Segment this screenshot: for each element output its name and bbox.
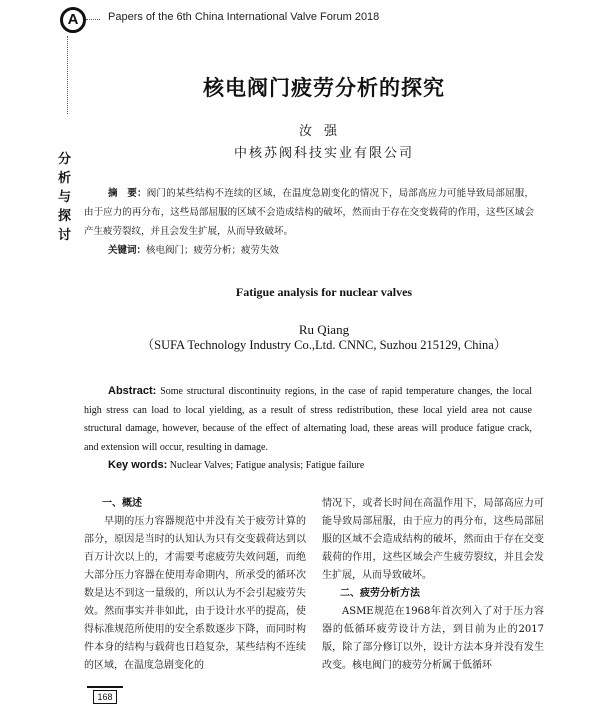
body-column-right xyxy=(322,495,544,675)
body-paragraph: ASME规范在1968年首次列入了对于压力容器的低循环疲劳设计方法，到目前为止的2017版，除了部分修订以外，设计方法本身并没有发生改变。核电阀门的疲劳分析属于低循环 xyxy=(322,605,544,671)
section-heading: 二、疲劳分析方法 xyxy=(340,587,420,599)
page-number-badge xyxy=(84,686,126,712)
body-columns xyxy=(84,495,544,675)
paper-title-cn: 核电阀门疲劳分析的探究 xyxy=(203,75,445,100)
keywords-en-text: Nuclear Valves; Fatigue analysis; Fatigue failure xyxy=(169,460,365,471)
body-column-left xyxy=(84,495,306,675)
keywords-en xyxy=(84,457,544,476)
valve-icon xyxy=(87,686,123,688)
keywords-cn xyxy=(84,241,544,260)
side-char: 讨 xyxy=(58,228,72,243)
abstract-cn-label: 摘 要： xyxy=(108,188,147,199)
body-paragraph: 情况下，或者长时间在高温作用下，局部高应力可能导致局部屈服，由于应力的再分布，这些局部屈服的区域不会造成结构的破坏，然而由于存在交变载荷的作用，这些区域会产生疲劳裂纹，并且会发生扩展，从而导致破坏。 xyxy=(322,497,544,581)
paper-title-en: Fatigue analysis for nuclear valves xyxy=(235,285,413,299)
header-rule xyxy=(86,19,100,20)
abstract-en-label: Abstract: xyxy=(108,385,157,397)
side-char: 探 xyxy=(58,209,72,224)
side-char: 分 xyxy=(58,152,72,167)
body-paragraph: 早期的压力容器规范中并没有关于疲劳计算的部分，原因是当时的认知认为只有交变载荷达到以百万计次以上的，才需要考虑疲劳失效问题，而绝大部分压力容器在使用寿命期内，所承受的循环次数是达不到这一量级的，所以认为不会引起疲劳失效。然而事实并非如此，由于设计水平的提高，使得标准规范所使用的安全系数逐步下降，而同时构件本身的结构与载荷也日趋复杂，某些结构不连续的区域，在温度急剧变化的 xyxy=(84,515,306,671)
page-number: 168 xyxy=(93,690,116,704)
forum-logo xyxy=(60,7,86,33)
affiliation-en: （SUFA Technology Industry Co.,Ltd. CNNC, Suzhou 215129, China） xyxy=(141,338,507,352)
section-heading: 一、概述 xyxy=(102,497,142,509)
paper-content xyxy=(84,76,544,675)
author-cn: 汝强 xyxy=(298,124,349,139)
abstract-en xyxy=(84,383,532,457)
keywords-cn-text: 核电阀门；疲劳分析；疲劳失效 xyxy=(146,245,280,256)
abstract-en-text: Some structural discontinuity regions, in the case of rapid temperature changes, the local high stress can load to local yielding, as a result of stress redistribution, these local yield area not cause structural damage, however, because of the effect of alternating load, these areas will produce fatigue crack, and extension will occur, resulting in damage. xyxy=(84,386,533,453)
keywords-en-label: Key words: xyxy=(108,459,168,471)
margin-rule xyxy=(67,36,68,114)
logo-letter: A xyxy=(67,11,79,28)
side-char: 析 xyxy=(58,171,72,186)
section-side-label xyxy=(58,150,74,245)
side-char: 与 xyxy=(58,190,72,205)
running-title: Papers of the 6th China International Valve Forum 2018 xyxy=(108,11,380,23)
company-cn: 中核苏阀科技实业有限公司 xyxy=(233,146,414,161)
abstract-cn xyxy=(84,184,534,241)
keywords-cn-label: 关键词： xyxy=(108,245,147,256)
author-en: Ru Qiang xyxy=(298,322,350,337)
abstract-cn-text: 阀门的某些结构不连续的区域，在温度急剧变化的情况下，局部高应力可能导致局部屈服，由于应力的再分布，这些局部屈服的区域不会造成结构的破坏，然而由于存在交变载荷的作用，这些区域会产生疲劳裂纹，并且会发生扩展，从而导致破坏。 xyxy=(84,188,534,237)
